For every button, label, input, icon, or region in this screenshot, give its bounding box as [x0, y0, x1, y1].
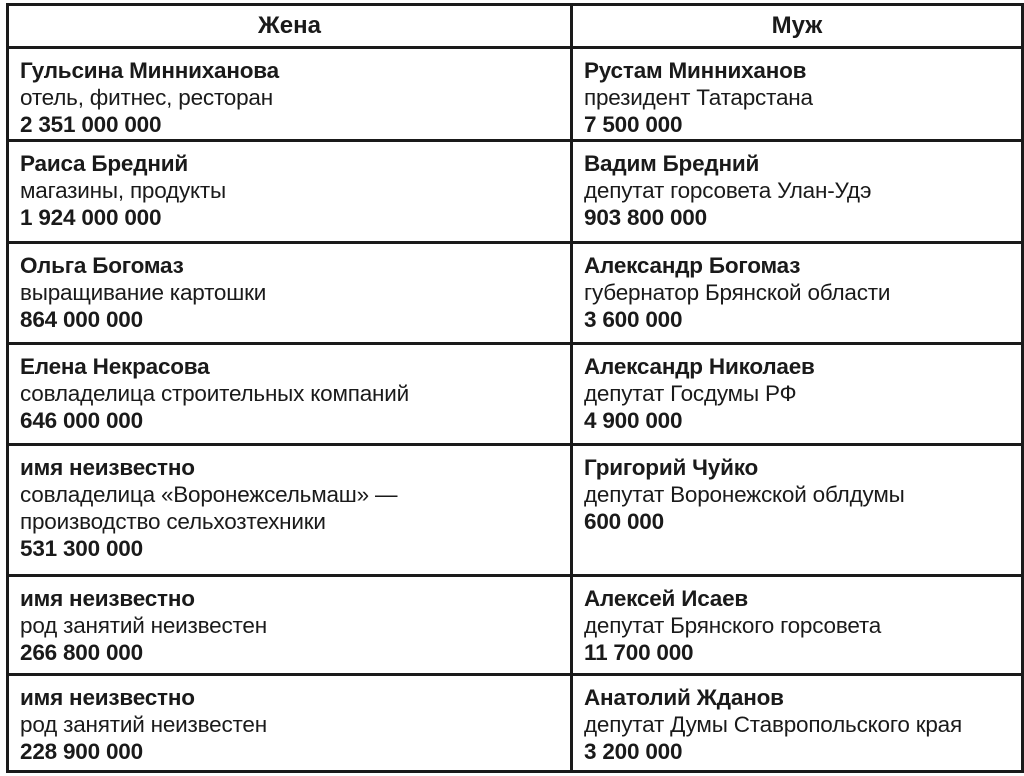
wife-income: 2 351 000 000 [20, 112, 162, 137]
wife-cell [8, 674, 572, 771]
husband-cell [572, 141, 1023, 242]
wife-occupation: совладелица «Воронежсельмаш» — [20, 482, 398, 508]
husband-cell [572, 344, 1023, 445]
husband-income: 4 900 000 [584, 408, 683, 434]
wife-cell [8, 445, 572, 576]
wife-name: Ольга Богомаз [20, 252, 184, 278]
wife-cell [8, 576, 572, 674]
husband-position: депутат Думы Ставропольского края [584, 711, 962, 737]
husband-position: депутат горсовета Улан-Удэ [584, 178, 872, 204]
wife-name: Гульсина Минниханова [20, 58, 279, 83]
wife-income: 531 300 000 [20, 536, 143, 562]
wife-income: 266 800 000 [20, 640, 143, 666]
table-header-row [8, 5, 1023, 48]
husband-cell [572, 48, 1023, 141]
husband-position: депутат Воронежской облдумы [584, 482, 905, 508]
husband-name: Алексей Исаев [584, 586, 749, 612]
table-row [8, 242, 1023, 343]
wife-occupation: выращивание картошки [20, 279, 267, 305]
header-husband: Муж [572, 5, 1023, 48]
husband-cell [572, 242, 1023, 343]
wife-name: имя неизвестно [20, 586, 195, 612]
wife-name: имя неизвестно [20, 455, 195, 481]
husband-name: Александр Богомаз [584, 252, 801, 278]
wife-occupation: совладелица строительных компаний [20, 381, 409, 407]
table-row [8, 141, 1023, 242]
wife-income: 228 900 000 [20, 738, 143, 764]
husband-cell [572, 445, 1023, 576]
husband-cell [572, 576, 1023, 674]
wife-occupation-line2: производство сельхозтехники [20, 509, 326, 535]
wife-occupation: род занятий неизвестен [20, 613, 267, 639]
income-table [6, 3, 1024, 773]
husband-income: 7 500 000 [584, 112, 683, 137]
table-row [8, 344, 1023, 445]
wife-cell [8, 242, 572, 343]
husband-name: Александр Николаев [584, 354, 815, 380]
wife-cell [8, 344, 572, 445]
husband-position: губернатор Брянской области [584, 279, 891, 305]
table-row [8, 445, 1023, 576]
husband-position: депутат Брянского горсовета [584, 613, 882, 639]
wife-occupation: отель, фитнес, ресторан [20, 85, 273, 110]
husband-cell [572, 674, 1023, 771]
header-wife: Жена [8, 5, 572, 48]
husband-income: 3 200 000 [584, 738, 683, 764]
wife-income: 646 000 000 [20, 408, 143, 434]
table-row [8, 674, 1023, 771]
wife-occupation: магазины, продукты [20, 178, 227, 204]
husband-position: депутат Госдумы РФ [584, 381, 797, 407]
wife-income: 864 000 000 [20, 306, 143, 332]
husband-income: 11 700 000 [584, 640, 694, 666]
husband-income: 903 800 000 [584, 205, 707, 231]
wife-cell [8, 48, 572, 141]
husband-income: 600 000 [584, 509, 664, 535]
wife-occupation: род занятий неизвестен [20, 711, 267, 737]
wife-name: имя неизвестно [20, 684, 195, 710]
husband-income: 3 600 000 [584, 306, 683, 332]
husband-name: Григорий Чуйко [584, 455, 759, 481]
husband-name: Рустам Минниханов [584, 58, 807, 83]
wife-cell [8, 141, 572, 242]
wife-name: Раиса Бредний [20, 151, 188, 177]
husband-position: президент Татарстана [584, 85, 813, 110]
table-row [8, 576, 1023, 674]
wife-name: Елена Некрасова [20, 354, 210, 380]
husband-name: Анатолий Жданов [584, 684, 784, 710]
wife-income: 1 924 000 000 [20, 205, 162, 231]
table-row [8, 48, 1023, 141]
husband-name: Вадим Бредний [584, 151, 760, 177]
income-table-container [6, 3, 1021, 773]
